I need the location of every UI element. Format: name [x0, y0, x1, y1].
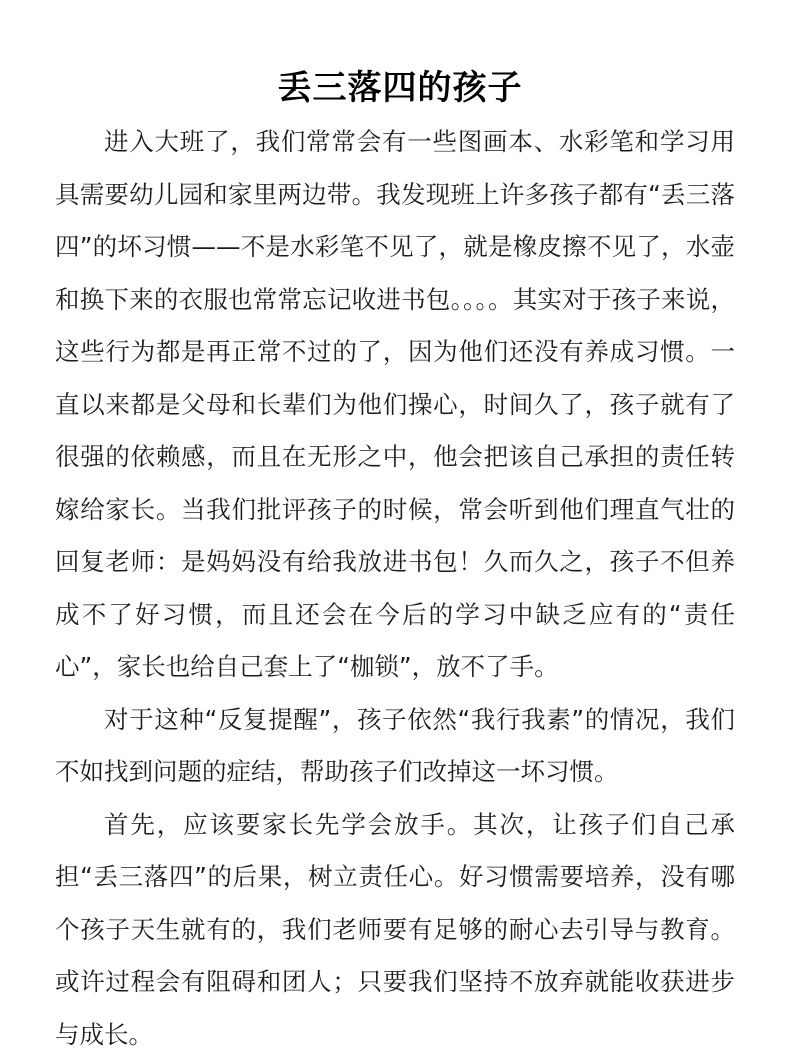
article-body	[55, 116, 735, 1061]
paragraph-2: 对于这种“反复提醒”，孩子依然“我行我素”的情况，我们不如找到问题的症结，帮助孩子们改掉这一坏习惯。	[55, 694, 735, 799]
document-title: 丢三落四的孩子	[0, 63, 800, 113]
paragraph-3: 首先，应该要家长先学会放手。其次，让孩子们自己承担“丢三落四”的后果，树立责任心。好习惯需要培养，没有哪个孩子天生就有的，我们老师要有足够的耐心去引导与教育。或许过程会有阻碍和团人；只要我们坚持不放弃就能收获进步与成长。	[55, 799, 735, 1061]
paragraph-1: 进入大班了，我们常常会有一些图画本、水彩笔和学习用具需要幼儿园和家里两边带。我发现班上许多孩子都有“丢三落四”的坏习惯——不是水彩笔不见了，就是橡皮擦不见了，水壶和换下来的衣服也常常忘记收进书包。。。。其实对于孩子来说，这些行为都是再正常不过的了，因为他们还没有养成习惯。一直以来都是父母和长辈们为他们操心，时间久了，孩子就有了很强的依赖感，而且在无形之中，他会把该自己承担的责任转嫁给家长。当我们批评孩子的时候，常会听到他们理直气壮的回复老师：是妈妈没有给我放进书包！久而久之，孩子不但养成不了好习惯，而且还会在今后的学习中缺乏应有的“责任心”，家长也给自己套上了“枷锁”，放不了手。	[55, 116, 735, 694]
